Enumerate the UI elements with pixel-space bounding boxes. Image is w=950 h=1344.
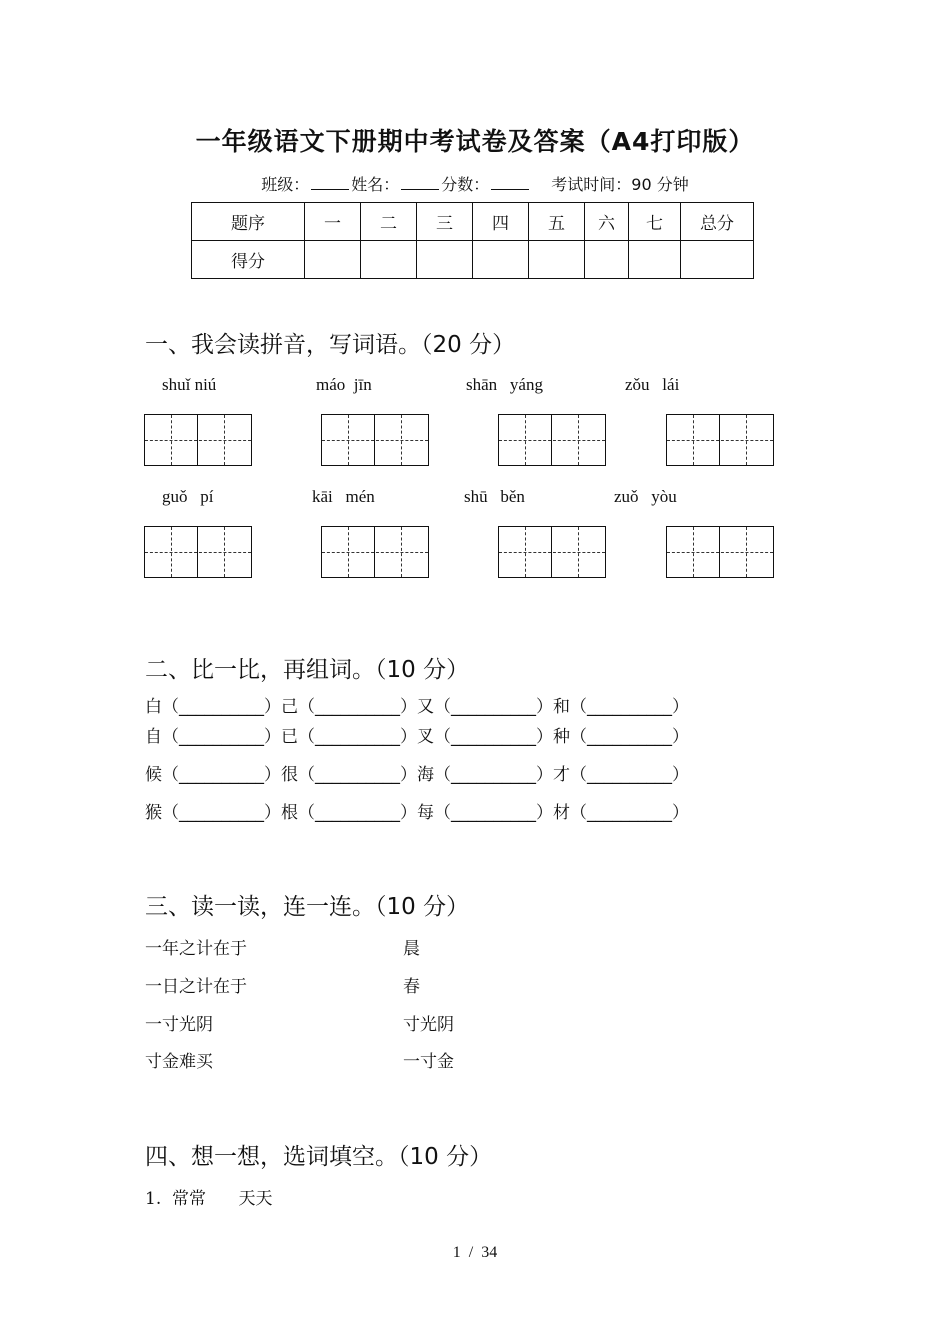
fill-in-item: 1. 常常 天天 — [145, 1189, 273, 1209]
score-table-header-row — [192, 203, 754, 241]
table-cell: 总分 — [681, 203, 754, 241]
table-cell: 七 — [629, 203, 681, 241]
writing-grid[interactable] — [498, 414, 606, 466]
writing-grid[interactable] — [666, 526, 774, 578]
table-cell: 四 — [473, 203, 529, 241]
score-cell[interactable] — [473, 241, 529, 279]
score-cell[interactable] — [681, 241, 754, 279]
compare-row: 自（__________）已（__________）叉（__________）种（__________） — [145, 727, 689, 747]
score-cell[interactable] — [305, 241, 361, 279]
pinyin-label: guǒ pí — [162, 487, 214, 506]
writing-grid[interactable] — [144, 526, 252, 578]
time-label: 考试时间：90 分钟 — [551, 175, 689, 194]
name-label: 姓名： — [351, 175, 400, 194]
match-right-item[interactable]: 春 — [403, 977, 420, 997]
match-left-item[interactable]: 寸金难买 — [145, 1052, 213, 1072]
score-cell[interactable] — [585, 241, 629, 279]
student-info-line — [0, 172, 950, 195]
class-blank[interactable] — [311, 175, 349, 190]
table-cell: 三 — [417, 203, 473, 241]
writing-grid[interactable] — [498, 526, 606, 578]
writing-grid[interactable] — [144, 414, 252, 466]
writing-grid[interactable] — [321, 526, 429, 578]
section4-heading: 四、想一想，选词填空。（10 分） — [145, 1144, 493, 1170]
compare-row: 白（__________）己（__________）又（__________）和（__________） — [145, 697, 689, 717]
match-left-item[interactable]: 一寸光阴 — [145, 1015, 213, 1035]
section2-heading: 二、比一比，再组词。（10 分） — [145, 657, 470, 683]
pinyin-label: zuǒ yòu — [614, 487, 677, 506]
score-cell[interactable] — [361, 241, 417, 279]
pinyin-label: shū běn — [464, 487, 525, 506]
match-right-item[interactable]: 晨 — [403, 939, 420, 959]
match-right-item[interactable]: 寸光阴 — [403, 1015, 454, 1035]
score-table — [191, 202, 754, 279]
pinyin-label: máo jīn — [316, 375, 372, 394]
score-cell[interactable] — [417, 241, 473, 279]
section3-heading: 三、读一读，连一连。（10 分） — [145, 894, 470, 920]
score-cell[interactable] — [529, 241, 585, 279]
pinyin-label: shuǐ niú — [162, 375, 217, 394]
name-blank[interactable] — [401, 175, 439, 190]
writing-grid[interactable] — [666, 414, 774, 466]
page-title: 一年级语文下册期中考试卷及答案（A4打印版） — [195, 127, 755, 156]
pinyin-label: kāi mén — [312, 487, 375, 506]
table-cell: 题序 — [192, 203, 305, 241]
section1-heading: 一、我会读拼音，写词语。（20 分） — [145, 332, 516, 358]
score-table-score-row — [192, 241, 754, 279]
compare-row: 猴（__________）根（__________）每（__________）材（__________） — [145, 803, 689, 823]
match-right-item[interactable]: 一寸金 — [403, 1052, 454, 1072]
score-cell[interactable] — [629, 241, 681, 279]
match-left-item[interactable]: 一年之计在于 — [145, 939, 247, 959]
table-cell: 六 — [585, 203, 629, 241]
match-left-item[interactable]: 一日之计在于 — [145, 977, 247, 997]
pinyin-label: zǒu lái — [625, 375, 680, 394]
pinyin-label: shān yáng — [466, 375, 543, 394]
score-label: 分数： — [441, 175, 490, 194]
table-cell: 得分 — [192, 241, 305, 279]
class-label: 班级： — [261, 175, 310, 194]
compare-row: 候（__________）很（__________）海（__________）才（__________） — [145, 765, 689, 785]
table-cell: 一 — [305, 203, 361, 241]
score-blank[interactable] — [491, 175, 529, 190]
table-cell: 二 — [361, 203, 417, 241]
table-cell: 五 — [529, 203, 585, 241]
page-number: 1 / 34 — [452, 1244, 498, 1261]
writing-grid[interactable] — [321, 414, 429, 466]
